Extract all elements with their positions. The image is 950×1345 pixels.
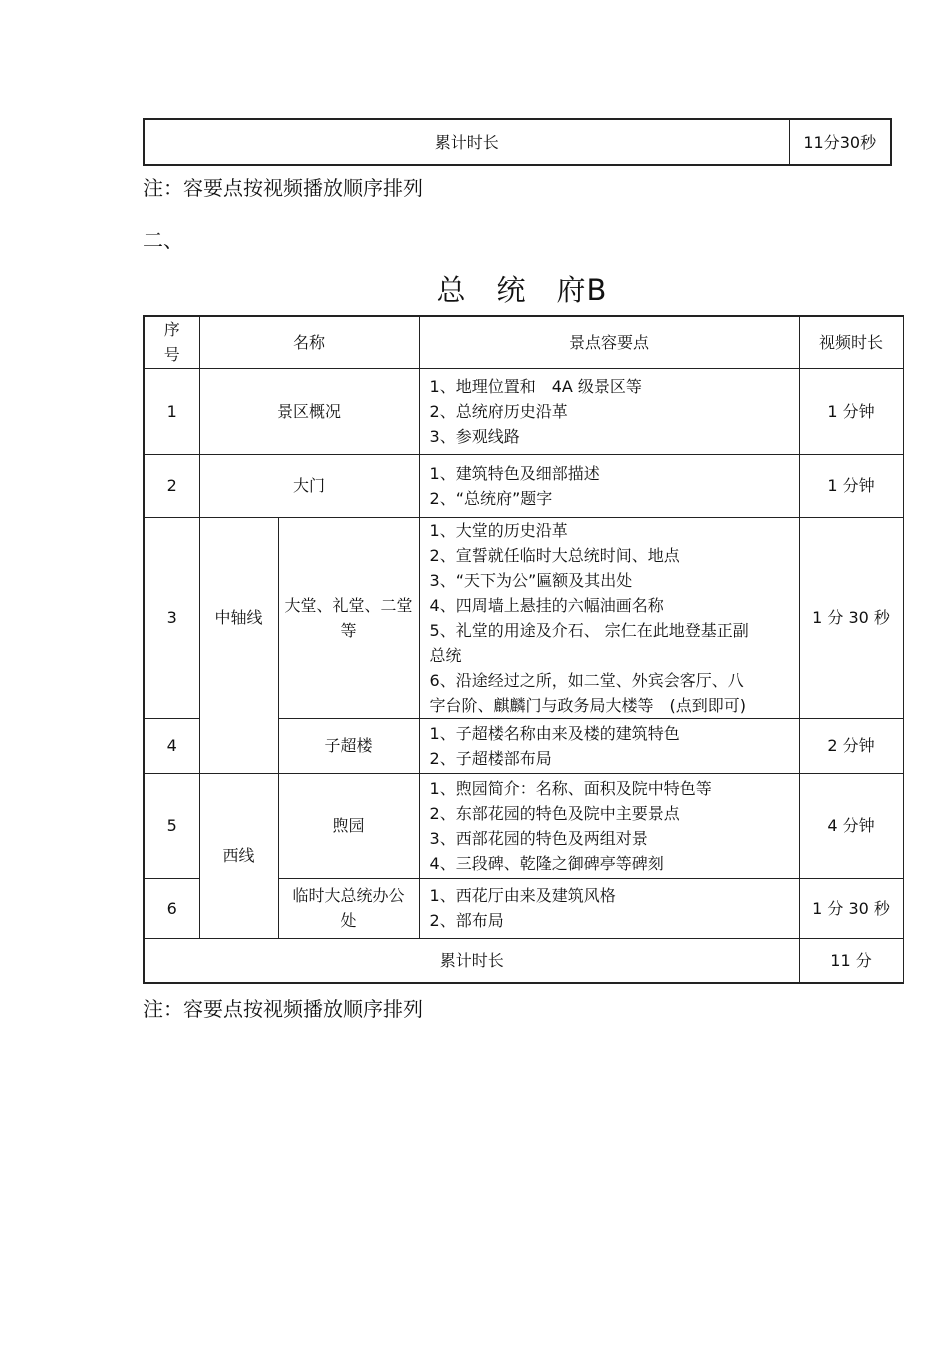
- table-total-row: [144, 938, 903, 983]
- row-index: 3: [144, 517, 199, 718]
- tour-video-table: [143, 315, 904, 984]
- point-line: 1、大堂的历史沿革: [429, 520, 568, 540]
- point-line: 4、三段碑、乾隆之御碑亭等碑刻: [429, 853, 664, 873]
- table-header-row: [144, 316, 903, 368]
- point-line: 2、子超楼部布局: [429, 748, 552, 768]
- header-duration: 视频时长: [799, 316, 903, 368]
- row-points: [419, 454, 799, 517]
- table-note: 注：容要点按视频播放顺序排列: [143, 176, 423, 200]
- point-line: 2、东部花园的特色及院中主要景点: [429, 803, 680, 823]
- row-points: [419, 517, 799, 718]
- row-duration: 1 分 30 秒: [799, 517, 903, 718]
- total-value: 11分30秒: [789, 119, 891, 165]
- point-line: 2、“总统府”题字: [429, 488, 553, 508]
- row-name: 大堂、礼堂、二堂等: [278, 517, 419, 718]
- point-line: 4、四周墙上悬挂的六幅油画名称: [429, 595, 664, 615]
- total-value: 11 分: [799, 938, 903, 983]
- point-line: 总统: [429, 645, 462, 665]
- point-line: 3、参观线路: [429, 426, 520, 446]
- row-name: 子超楼: [278, 718, 419, 773]
- header-points: 景点容要点: [419, 316, 799, 368]
- row-duration: 1 分钟: [799, 454, 903, 517]
- point-line: 字台阶、麒麟门与政务局大楼等 (点到即可): [429, 695, 747, 715]
- table-row: [144, 454, 903, 517]
- point-line: 6、沿途经过之所，如二堂、外宾会客厅、八: [429, 670, 744, 690]
- point-line: 2、部布局: [429, 911, 504, 930]
- table-row: [144, 517, 903, 718]
- row-points: [419, 773, 799, 878]
- point-line: 2、宣誓就任临时大总统时间、地点: [429, 545, 680, 565]
- point-line: 1、子超楼名称由来及楼的建筑特色: [429, 723, 680, 743]
- point-line: 5、礼堂的用途及介石、 宗仁在此地登基正副: [429, 620, 749, 640]
- group-name: 中轴线: [199, 517, 278, 773]
- table-row: [144, 773, 903, 878]
- row-duration: 2 分钟: [799, 718, 903, 773]
- row-points: [419, 878, 799, 938]
- previous-table-total: [143, 118, 892, 166]
- point-line: 3、西部花园的特色及两组对景: [429, 828, 648, 848]
- row-points: [419, 368, 799, 454]
- row-index: 5: [144, 773, 199, 878]
- row-duration: 1 分钟: [799, 368, 903, 454]
- point-line: 1、煦园简介：名称、面积及院中特色等: [429, 778, 712, 798]
- row-name: 景区概况: [199, 368, 419, 454]
- point-line: 1、建筑特色及细部描述: [429, 463, 600, 483]
- header-name: 名称: [199, 316, 419, 368]
- group-name: 西线: [199, 773, 278, 938]
- row-index: 1: [144, 368, 199, 454]
- row-name: 煦园: [278, 773, 419, 878]
- row-duration: 4 分钟: [799, 773, 903, 878]
- point-line: 3、“天下为公”匾额及其出处: [429, 570, 633, 590]
- table-title: 总 统 府B: [436, 273, 608, 307]
- section-number: 二、: [143, 228, 183, 252]
- row-index: 2: [144, 454, 199, 517]
- row-index: 6: [144, 878, 199, 938]
- row-duration: 1 分 30 秒: [799, 878, 903, 938]
- header-index: 序号: [144, 316, 199, 368]
- point-line: 2、总统府历史沿革: [429, 401, 568, 421]
- total-label: 累计时长: [144, 119, 789, 165]
- total-label: 累计时长: [144, 938, 799, 983]
- row-points: [419, 718, 799, 773]
- row-name: 大门: [199, 454, 419, 517]
- table-row: [144, 368, 903, 454]
- row-name: 临时大总统办公处: [278, 878, 419, 938]
- table-note: 注：容要点按视频播放顺序排列: [143, 997, 423, 1021]
- row-index: 4: [144, 718, 199, 773]
- point-line: 1、西花厅由来及建筑风格: [429, 886, 616, 905]
- point-line: 1、地理位置和 4A 级景区等: [429, 376, 642, 396]
